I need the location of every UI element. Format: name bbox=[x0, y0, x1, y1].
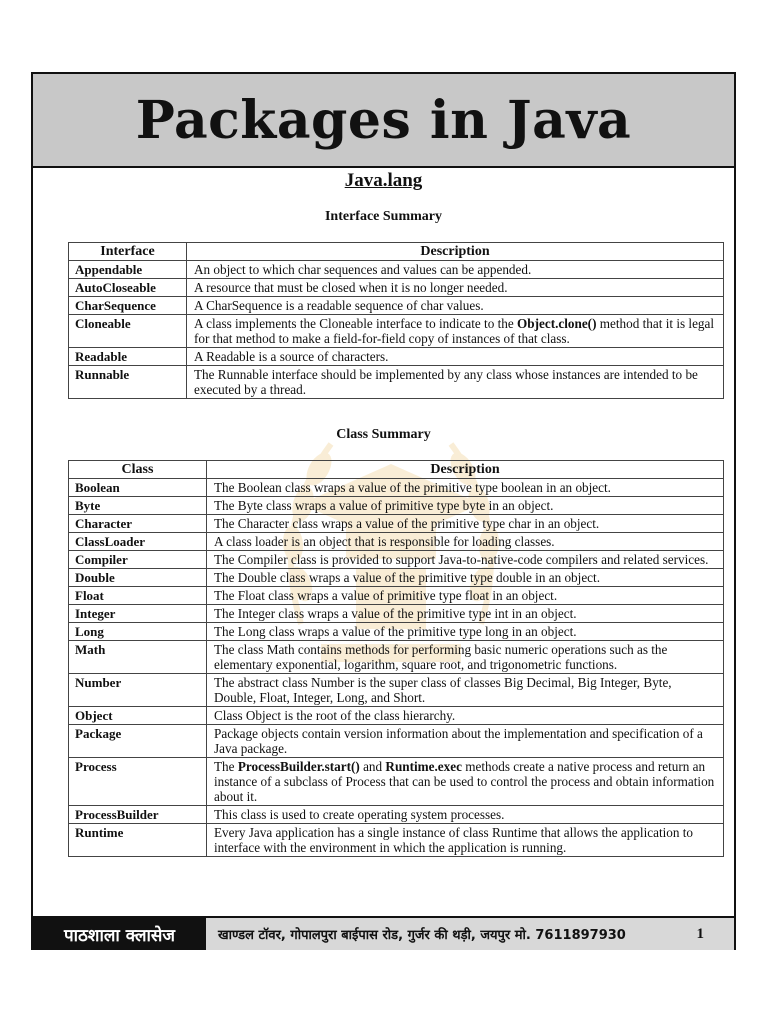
table-row bbox=[69, 806, 724, 824]
description-text: The bbox=[214, 759, 238, 774]
table-row bbox=[69, 824, 724, 857]
row-name: Runtime bbox=[69, 824, 207, 857]
description-text: methods create a native process and return an instance of a subclass of Process that can be used to control the process and obtain information about it. bbox=[214, 759, 715, 804]
table-row bbox=[69, 587, 724, 605]
footer-address: खाण्डल टॉवर, गोपालपुरा बाईपास रोड, गुर्जर की थड़ी, जयपुर मो. 7611897930 bbox=[218, 928, 626, 943]
table-row bbox=[69, 707, 724, 725]
row-name: Readable bbox=[69, 348, 187, 366]
row-description: The Runnable interface should be implemented by any class whose instances are intended to be executed by a thread. bbox=[187, 366, 724, 399]
row-name: Long bbox=[69, 623, 207, 641]
row-name: Boolean bbox=[69, 479, 207, 497]
table-row bbox=[69, 515, 724, 533]
table-row bbox=[69, 569, 724, 587]
row-description: The Long class wraps a value of the primitive type long in an object. bbox=[207, 623, 724, 641]
row-name: ProcessBuilder bbox=[69, 806, 207, 824]
row-description: Every Java application has a single instance of class Runtime that allows the application to interface with the environment in which the application is running. bbox=[207, 824, 724, 857]
row-name: Math bbox=[69, 641, 207, 674]
class-summary-heading: Class Summary bbox=[336, 427, 431, 442]
interface-summary-table bbox=[68, 242, 724, 399]
code-reference: Object.clone() bbox=[517, 316, 597, 331]
title-banner bbox=[33, 74, 734, 168]
footer-info bbox=[206, 918, 734, 950]
row-name: Object bbox=[69, 707, 207, 725]
row-description: The Character class wraps a value of the primitive type char in an object. bbox=[207, 515, 724, 533]
table-row bbox=[69, 725, 724, 758]
row-description: The Double class wraps a value of the primitive type double in an object. bbox=[207, 569, 724, 587]
package-subtitle: Java.lang bbox=[344, 170, 423, 191]
code-reference: Runtime.exec bbox=[385, 759, 462, 774]
table-row bbox=[69, 605, 724, 623]
table-row bbox=[69, 623, 724, 641]
row-description: A Readable is a source of characters. bbox=[187, 348, 724, 366]
row-description: This class is used to create operating system processes. bbox=[207, 806, 724, 824]
description-column-header: Description bbox=[207, 461, 724, 479]
footer-bar bbox=[33, 916, 734, 950]
code-reference: ProcessBuilder.start() bbox=[237, 759, 360, 774]
description-text: A class implements the Cloneable interface to indicate to the bbox=[194, 316, 517, 331]
row-description: An object to which char sequences and values can be appended. bbox=[187, 261, 724, 279]
row-name: Runnable bbox=[69, 366, 187, 399]
row-description: Package objects contain version information about the implementation and specification of a Java package. bbox=[207, 725, 724, 758]
table-row bbox=[69, 315, 724, 348]
description-text: and bbox=[359, 759, 386, 774]
row-name: Number bbox=[69, 674, 207, 707]
table-row bbox=[69, 497, 724, 515]
table-row bbox=[69, 758, 724, 806]
row-description bbox=[207, 758, 724, 806]
row-name: Integer bbox=[69, 605, 207, 623]
row-name: Cloneable bbox=[69, 315, 187, 348]
row-description: A CharSequence is a readable sequence of char values. bbox=[187, 297, 724, 315]
row-description bbox=[187, 315, 724, 348]
row-description: The Integer class wraps a value of the primitive type int in an object. bbox=[207, 605, 724, 623]
row-name: Appendable bbox=[69, 261, 187, 279]
row-description: The Compiler class is provided to support Java-to-native-code compilers and related services. bbox=[207, 551, 724, 569]
table-row bbox=[69, 479, 724, 497]
table-row bbox=[69, 366, 724, 399]
class-column-header: Class bbox=[69, 461, 207, 479]
row-name: Package bbox=[69, 725, 207, 758]
row-name: Float bbox=[69, 587, 207, 605]
table-row bbox=[69, 279, 724, 297]
row-name: Double bbox=[69, 569, 207, 587]
row-name: ClassLoader bbox=[69, 533, 207, 551]
table-row bbox=[69, 533, 724, 551]
row-description: The Byte class wraps a value of primitive type byte in an object. bbox=[207, 497, 724, 515]
table-row bbox=[69, 551, 724, 569]
row-description: The abstract class Number is the super class of classes Big Decimal, Big Integer, Byte, Double, Float, Integer, Long, and Short. bbox=[207, 674, 724, 707]
row-description: The Float class wraps a value of primitive type float in an object. bbox=[207, 587, 724, 605]
page-title: Packages in Java bbox=[135, 89, 632, 151]
page-number: 1 bbox=[696, 925, 704, 942]
row-description: Class Object is the root of the class hierarchy. bbox=[207, 707, 724, 725]
row-name: Compiler bbox=[69, 551, 207, 569]
footer-brand: पाठशाला क्लासेज bbox=[33, 918, 206, 950]
table-row bbox=[69, 348, 724, 366]
table-row bbox=[69, 641, 724, 674]
description-text: method that it is legal for that method to make a field-for-field copy of instances of that class. bbox=[194, 316, 715, 346]
row-description: A resource that must be closed when it is no longer needed. bbox=[187, 279, 724, 297]
description-column-header: Description bbox=[187, 243, 724, 261]
table-row bbox=[69, 297, 724, 315]
row-name: Character bbox=[69, 515, 207, 533]
table-row bbox=[69, 674, 724, 707]
class-summary-table bbox=[68, 460, 724, 857]
row-name: CharSequence bbox=[69, 297, 187, 315]
row-description: The class Math contains methods for performing basic numeric operations such as the elementary exponential, logarithm, square root, and trigonometric functions. bbox=[207, 641, 724, 674]
row-name: AutoCloseable bbox=[69, 279, 187, 297]
row-name: Process bbox=[69, 758, 207, 806]
interface-summary-heading: Interface Summary bbox=[324, 209, 443, 224]
row-description: A class loader is an object that is responsible for loading classes. bbox=[207, 533, 724, 551]
interface-column-header: Interface bbox=[69, 243, 187, 261]
row-name: Byte bbox=[69, 497, 207, 515]
table-row bbox=[69, 261, 724, 279]
row-description: The Boolean class wraps a value of the primitive type boolean in an object. bbox=[207, 479, 724, 497]
document-page bbox=[31, 72, 736, 950]
